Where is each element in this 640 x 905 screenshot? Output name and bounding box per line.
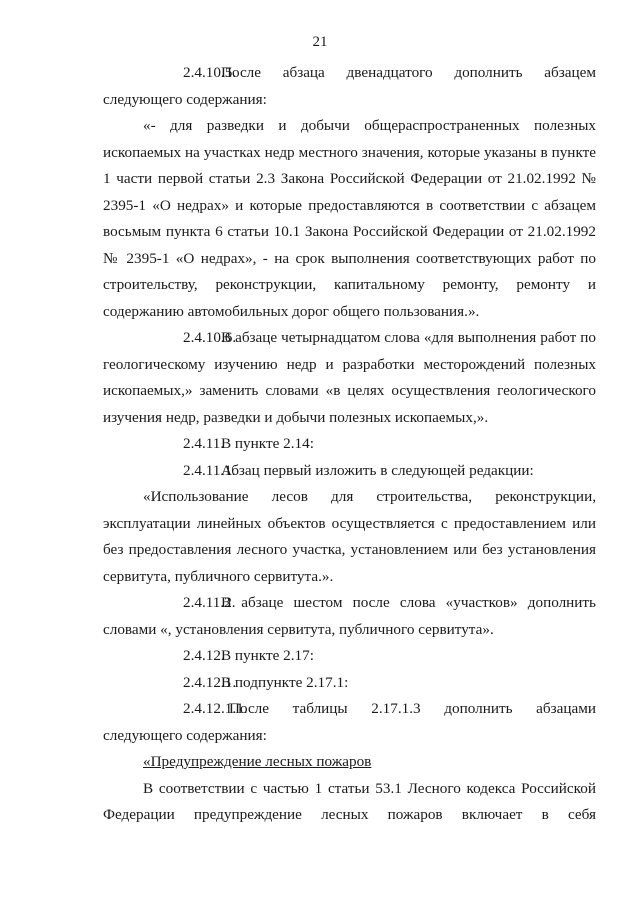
paragraph-text: В подпункте 2.17.1: — [221, 673, 349, 691]
page-number: 21 — [312, 34, 328, 50]
clause-number: 2.4.12.1. — [183, 673, 237, 691]
paragraph-text: В соответствии с частью 1 статьи 53.1 Лесного кодекса Российской Федерации предупреждение лесных пожаров включает в себя — [103, 779, 596, 823]
paragraph — [103, 670, 596, 697]
paragraph — [103, 431, 596, 458]
paragraph — [103, 776, 596, 829]
clause-number: 2.4.11.1. — [183, 461, 236, 479]
paragraph — [103, 590, 596, 643]
document-body — [103, 60, 596, 829]
paragraph-text: В абзаце четырнадцатом слова «для выполнения работ по геологическому изучению недр и разработки месторождений полезных ископаемых,» заменить словами «в целях осуществления геологического изучения недр, разведки и добычи полезных ископаемых,». — [103, 329, 596, 426]
clause-number: 2.4.10.5. — [183, 64, 237, 81]
section-heading — [103, 749, 596, 776]
clause-number: 2.4.10.6. — [183, 329, 237, 346]
paragraph-text: «Использование лесов для строительства, реконструкции, эксплуатации линейных объектов осуществляется с предоставлением или без предоставления лесного участка, установлением или без установления сервитута, публичного сервитута.». — [103, 488, 596, 585]
clause-number: 2.4.12. — [183, 647, 225, 664]
clause-number: 2.4.11.2. — [183, 594, 236, 611]
paragraph-text: После абзаца двенадцатого дополнить абзацем следующего содержания: — [103, 64, 596, 108]
heading-text: «Предупреждение лесных пожаров — [143, 753, 372, 770]
paragraph — [103, 60, 596, 113]
paragraph-text: В пункте 2.14: — [221, 435, 314, 452]
paragraph — [103, 113, 596, 325]
paragraph-text: «- для разведки и добычи общераспространенных полезных ископаемых на участках недр местного значения, которые указаны в пункте 1 части первой статьи 2.3 Закона Российской Федерации от 21.02.1992 № 2395-1 «О недрах» и которые предоставляются в соответствии с абзацем восьмым пункта 6 статьи 10.1 Закона Российской Федерации от 21.02.1992 № 2395-1 «О недрах», - на срок выполнения соответствующих работ по строительству, реконструкции, капитальному ремонту, ремонту и содержанию автомобильных дорог общего пользования.». — [103, 117, 596, 320]
clause-number: 2.4.12.1.1. — [183, 700, 248, 717]
paragraph-text: В пункте 2.17: — [221, 647, 314, 664]
clause-number: 2.4.11. — [183, 435, 225, 452]
paragraph-text: В абзаце шестом после слова «участков» дополнить словами «, установления сервитута, публичного сервитута». — [103, 594, 596, 638]
paragraph-text: После таблицы 2.17.1.3 дополнить абзацами следующего содержания: — [103, 700, 596, 744]
paragraph — [103, 643, 596, 670]
paragraph — [103, 696, 596, 749]
paragraph-text: Абзац первый изложить в следующей редакции: — [221, 461, 534, 479]
paragraph — [103, 458, 596, 485]
paragraph — [103, 484, 596, 590]
paragraph — [103, 325, 596, 431]
